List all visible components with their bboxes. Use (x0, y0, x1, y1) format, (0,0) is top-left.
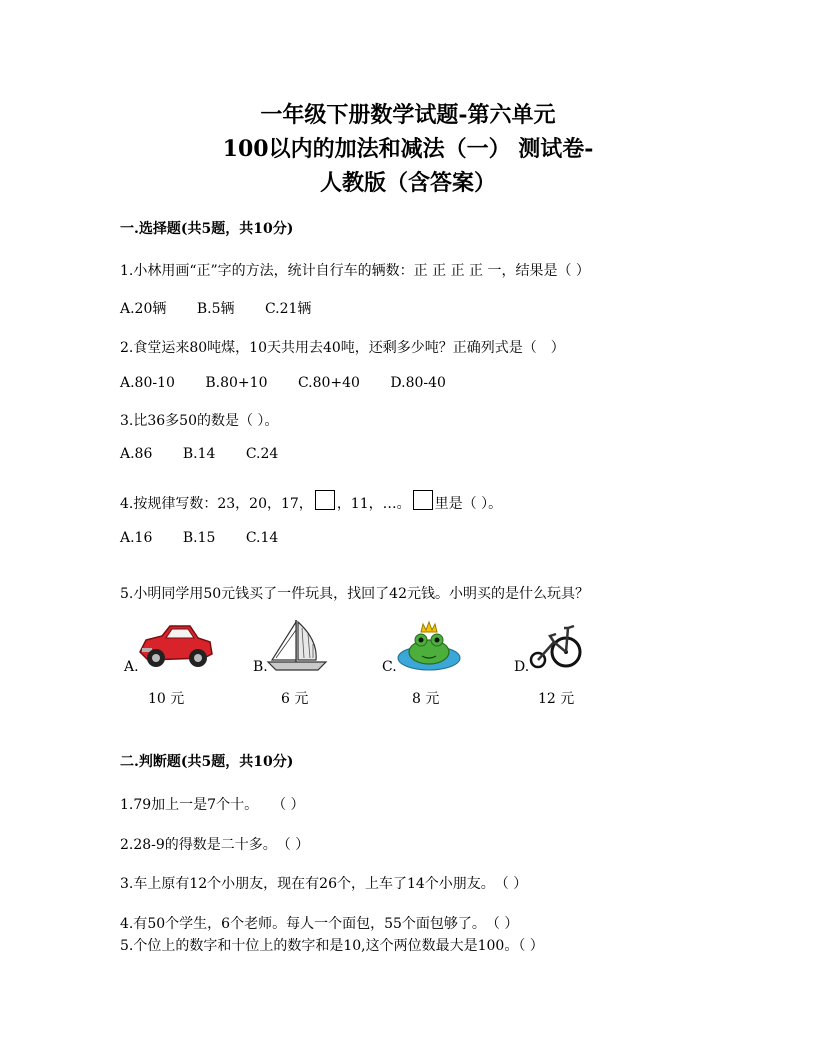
option-d-price: 12 元 (538, 691, 575, 707)
option-b-label: B. (253, 659, 268, 675)
car-icon (136, 618, 216, 672)
question-1-options (120, 298, 337, 318)
option: C.80+40 (297, 375, 360, 391)
doc-title-line1: 一年级下册数学试题-第六单元 (260, 102, 556, 128)
option: C.24 (245, 446, 279, 462)
judge-question-4: 4.有50个学生，6个老师。每人一个面包，55个面包够了。 （ ） (120, 916, 519, 932)
frog-icon (396, 618, 462, 672)
section2-heading: 二.判断题(共5题，共10分) (120, 754, 294, 770)
doc-title-line2: 100以内的加法和减法（一） 测试卷- (222, 136, 594, 162)
question-2: 2.食堂运来80吨煤，10天共用去40吨，还剩多少吨？正确列式是（ ） (120, 340, 565, 356)
section1-heading: 一.选择题(共5题，共10分) (120, 221, 294, 237)
option: D.80-40 (390, 375, 446, 391)
sailboat-icon (266, 618, 330, 676)
question-1: 1.小林用画“正”字的方法，统计自行车的辆数：正 正 正 正 一，结果是（ ） (120, 263, 590, 279)
option-c-label: C. (382, 659, 397, 675)
question-4-middle: ，11，…。 (336, 496, 411, 512)
doc-title-line3: 人教版（含答案） (319, 170, 496, 196)
question-3: 3.比36多50的数是（ ）。 (120, 413, 279, 429)
option: A.16 (120, 530, 153, 546)
option-a-label: A. (124, 659, 139, 675)
question-4-suffix: 里是（ ）。 (434, 496, 503, 512)
blank-box (413, 490, 433, 510)
option: B.80+10 (205, 375, 268, 391)
question-4 (120, 490, 502, 513)
judge-question-2: 2.28-9的得数是二十多。 （ ） (120, 837, 310, 853)
option: A.80-10 (120, 375, 175, 391)
option: A.86 (120, 446, 153, 462)
option-a-price: 10 元 (148, 691, 185, 707)
blank-box (315, 490, 335, 510)
judge-question-3: 3.车上原有12个小朋友，现在有26个，上车了14个小朋友。 （ ） (120, 876, 528, 892)
option-d-label: D. (514, 659, 530, 675)
tricycle-icon (528, 622, 584, 672)
question-4-prefix: 4.按规律写数：23，20，17， (120, 496, 313, 512)
option: A.20辆 (120, 301, 167, 317)
option: B.15 (182, 530, 216, 546)
judge-question-5: 5.个位上的数字和十位上的数字和是10,这个两位数最大是100。（ ） (120, 938, 544, 954)
question-4-options (120, 530, 304, 546)
option-b-price: 6 元 (281, 691, 309, 707)
question-2-options (120, 375, 472, 391)
option: C.14 (245, 530, 279, 546)
question-3-options (120, 446, 304, 462)
judge-question-1: 1.79加上一是7个十。 （ ） (120, 797, 305, 813)
option: C.21辆 (264, 301, 312, 317)
option: B.14 (182, 446, 216, 462)
option-c-price: 8 元 (412, 691, 440, 707)
option: B.5辆 (196, 301, 235, 317)
question-5: 5.小明同学用50元钱买了一件玩具，找回了42元钱。小明买的是什么玩具？ (120, 586, 589, 602)
